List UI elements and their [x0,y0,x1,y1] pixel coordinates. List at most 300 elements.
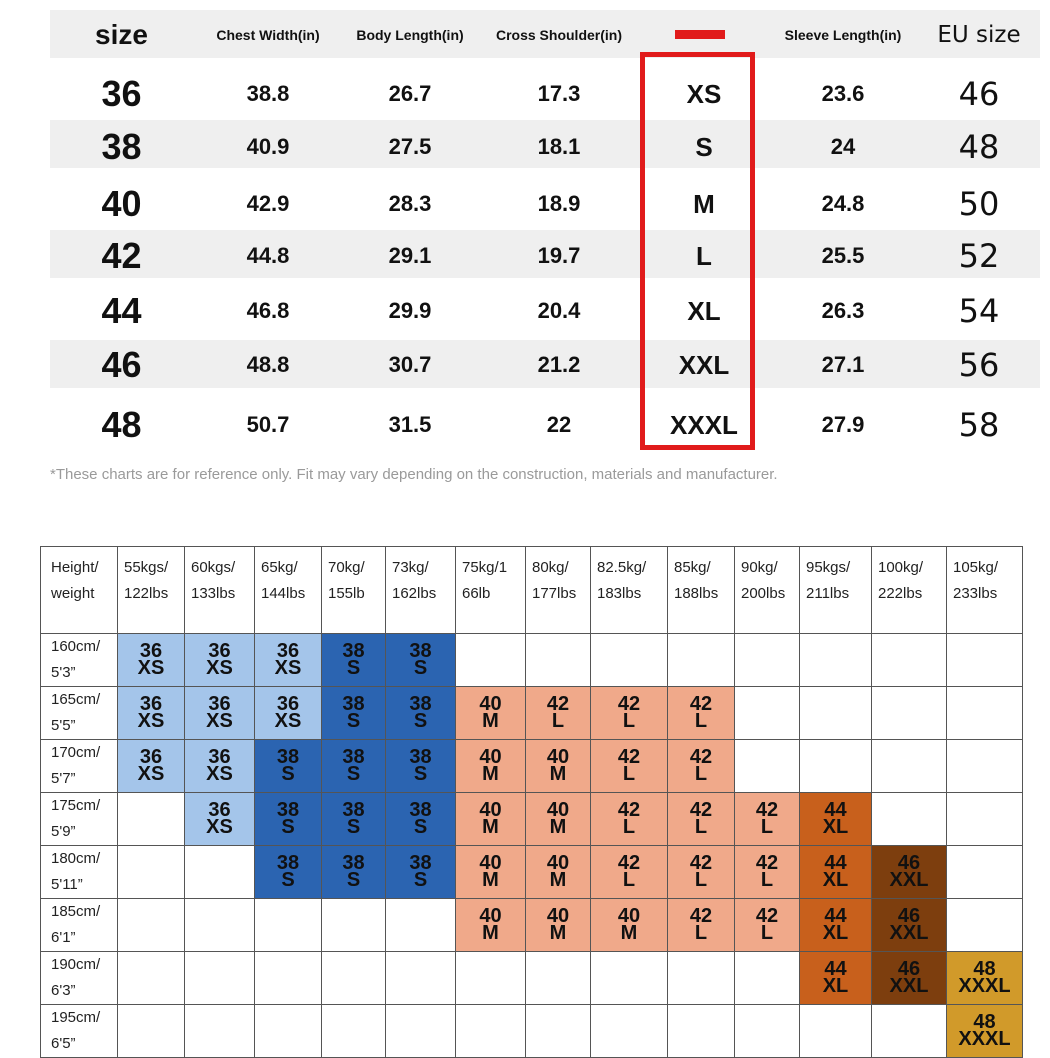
empty-cell [118,793,185,846]
size-recommendation [872,958,946,997]
size-recommendation [591,799,667,838]
size-recommendation [456,746,525,785]
chest-width-cell: 50.7 [246,412,290,437]
size-letter: L [694,710,708,732]
empty-cell [800,687,872,740]
size-recommendation-cell [185,793,255,846]
sleeve-length-cell: 25.5 [821,243,865,268]
empty-cell [185,846,255,899]
size-number: 40 [617,905,641,927]
size-number: 36 [208,799,231,821]
height-label [41,634,118,687]
size-number: 36 [208,693,231,715]
size-recommendation [668,852,734,891]
height-cm: 170cm/ [51,744,101,761]
eu-size-cell: 52 [958,237,1000,275]
size-table [50,10,1040,460]
size-letter-cell: S [695,131,713,162]
height-label [41,687,118,740]
height-ft: 6'3” [51,982,76,999]
size-letter: XS [274,710,302,732]
size-recommendation-cell [800,952,872,1005]
weight-kg: 60kgs/ [191,559,236,576]
empty-cell [872,740,947,793]
size-recommendation [456,693,525,732]
empty-cell [947,687,1023,740]
size-recommendation-cell [591,899,668,952]
sleeve-length-cell: 24 [830,134,856,159]
weight-header [591,547,668,634]
height-ft: 5'9” [51,823,76,840]
header-eu-size: EU size [937,22,1021,48]
size-recommendation-cell [668,846,735,899]
empty-cell [872,687,947,740]
weight-kg: 73kg/ [392,559,429,576]
size-letter-cell: XXL [678,349,730,380]
size-recommendation [386,799,455,838]
height-cm: 195cm/ [51,1009,101,1026]
size-number: 40 [546,852,570,874]
height-ft: 5'7” [51,770,76,787]
size-number: 40 [479,852,502,874]
size-number: 40 [546,746,570,768]
size-recommendation-cell [386,793,456,846]
size-recommendation-cell [255,793,322,846]
body-length-cell: 30.7 [388,352,432,377]
size-number: 46 [897,852,921,874]
size-recommendation [386,693,455,732]
height-ft: 6'1” [51,929,76,946]
weight-kg: 75kg/1 [462,559,508,576]
size-letter: XXL [889,869,929,891]
weight-header [322,547,386,634]
size-recommendation-cell [456,846,526,899]
weight-header [947,547,1023,634]
size-recommendation-cell [591,740,668,793]
size-number: 42 [617,693,641,715]
size-recommendation [255,852,321,891]
height-ft: 5'3” [51,664,76,681]
weight-kg: 70kg/ [328,559,365,576]
size-recommendation [591,746,667,785]
size-number: 40 [479,799,502,821]
chest-width-cell: 40.9 [246,134,290,159]
weight-header [386,547,456,634]
size-recommendation [386,746,455,785]
size-recommendation-cell [322,634,386,687]
height-cm: 180cm/ [51,850,101,867]
size-number: 42 [689,905,713,927]
table-row [41,740,1023,793]
size-letter: S [413,816,428,838]
size-number: 38 [342,693,365,715]
chest-width-cell: 38.8 [246,81,290,106]
size-number: 38 [409,852,432,874]
empty-cell [668,952,735,1005]
size-recommendation [185,693,254,732]
size-letter-cell: XS [686,78,722,109]
weight-lbs: 188lbs [674,585,719,602]
weight-lbs: 162lbs [392,585,437,602]
cross-shoulder-cell: 19.7 [537,243,581,268]
weight-lbs: 155lb [328,585,365,602]
size-number: 42 [755,799,779,821]
empty-cell [872,793,947,846]
corner-label-line: Height/ [51,559,99,576]
size-recommendation-cell [872,952,947,1005]
empty-cell [735,687,800,740]
empty-cell [118,952,185,1005]
table-row [41,793,1023,846]
size-letter: M [549,816,567,838]
empty-cell [947,634,1023,687]
weight-lbs: 66lb [462,585,491,602]
size-letter: L [760,816,774,838]
size-letter: L [622,710,636,732]
size-recommendation-cell [872,846,947,899]
cross-shoulder-cell: 18.9 [537,191,581,216]
size-letter: M [549,763,567,785]
header-chest-width: Chest Width(in) [216,27,320,43]
size-recommendation-cell [668,740,735,793]
size-number: 42 [689,852,713,874]
size-letter: XS [206,657,233,679]
size-letter-cell: XXXL [670,409,738,440]
size-letter: XS [137,710,165,732]
weight-lbs: 211lbs [806,585,850,602]
size-number: 38 [409,640,432,662]
empty-cell [947,793,1023,846]
size-recommendation [947,1011,1022,1050]
body-length-cell: 28.3 [388,191,432,216]
size-letter: L [694,922,708,944]
size-recommendation [386,852,455,891]
empty-cell [872,634,947,687]
height-label [41,740,118,793]
size-letter: XS [274,657,302,679]
size-recommendation [322,799,385,838]
height-ft: 5'5” [51,717,76,734]
size-recommendation-cell [526,740,591,793]
size-number: 42 [755,905,779,927]
empty-cell [735,952,800,1005]
header-body-length: Body Length(in) [356,27,464,43]
size-recommendation-cell [185,740,255,793]
size-letter: S [346,869,361,891]
size-recommendation-cell [591,846,668,899]
size-letter-highlight [640,52,755,450]
height-label [41,793,118,846]
size-letter: S [413,763,428,785]
size-letter: L [760,922,774,944]
size-cell: 38 [101,126,142,167]
eu-size-cell: 56 [958,346,1000,384]
size-number: 38 [409,746,432,768]
size-recommendation-cell [456,899,526,952]
size-letter: L [622,816,636,838]
size-letter: L [694,763,708,785]
size-number: 38 [276,746,300,768]
size-letter: M [482,710,499,732]
size-recommendation-cell [386,846,456,899]
eu-size-cell: 46 [958,75,1000,113]
size-number: 38 [342,799,365,821]
size-recommendation [322,746,385,785]
size-recommendation-cell [255,634,322,687]
size-recommendation-cell [591,687,668,740]
size-number: 40 [479,746,502,768]
size-number: 42 [689,746,713,768]
sleeve-length-cell: 27.9 [821,412,865,437]
empty-cell [591,952,668,1005]
size-recommendation-cell [735,846,800,899]
size-recommendation-cell [118,634,185,687]
empty-cell [456,634,526,687]
header-cross-shoulder: Cross Shoulder(in) [495,27,622,43]
size-number: 42 [755,852,779,874]
sleeve-length-cell: 23.6 [821,81,865,106]
size-recommendation-cell [456,793,526,846]
size-number: 44 [824,958,847,980]
size-letter: S [413,657,428,679]
chest-width-cell: 42.9 [246,191,290,216]
size-number: 36 [276,693,300,715]
size-recommendation [668,746,734,785]
size-recommendation [668,905,734,944]
size-recommendation [322,640,385,679]
size-recommendation [735,799,799,838]
empty-cell [526,952,591,1005]
weight-header [526,547,591,634]
size-number: 42 [617,852,641,874]
size-number: 36 [276,640,300,662]
redacted-header-mark [675,30,725,39]
size-letter-cell: M [693,188,715,219]
size-recommendation-cell [872,899,947,952]
size-recommendation [591,693,667,732]
size-number: 38 [342,852,365,874]
size-letter: L [694,869,708,891]
size-cell: 36 [101,73,142,114]
height-label [41,952,118,1005]
size-letter: S [413,710,428,732]
empty-cell [591,634,668,687]
size-letter: S [281,816,295,838]
weight-header [456,547,526,634]
height-ft: 5'11” [51,876,83,893]
size-recommendation-cell [526,846,591,899]
size-letter: S [413,869,428,891]
size-letter: M [482,816,499,838]
size-recommendation-cell [386,687,456,740]
size-letter-cell: L [696,240,712,271]
weight-kg: 65kg/ [261,559,298,576]
empty-cell [735,740,800,793]
size-recommendation [526,852,590,891]
weight-lbs: 233lbs [953,585,998,602]
size-recommendation [456,852,525,891]
size-number: 38 [409,693,432,715]
empty-cell [668,634,735,687]
size-recommendation-cell [947,952,1023,1005]
eu-size-cell: 50 [958,185,1000,223]
size-recommendation [872,905,946,944]
size-recommendation-cell [526,899,591,952]
size-letter: M [482,869,499,891]
empty-cell [947,740,1023,793]
size-recommendation [118,746,184,785]
weight-header [800,547,872,634]
size-cell: 40 [101,183,142,224]
size-letter: L [760,869,774,891]
weight-kg: 100kg/ [878,559,924,576]
header-sleeve-length: Sleeve Length(in) [784,27,902,43]
size-letter: S [346,816,361,838]
size-recommendation [668,693,734,732]
height-cm: 190cm/ [51,956,101,973]
size-letter: M [549,922,567,944]
size-recommendation-cell [185,634,255,687]
size-recommendation-cell [668,899,735,952]
size-recommendation-cell [526,793,591,846]
size-number: 40 [479,693,502,715]
size-letter: XS [206,710,233,732]
size-letter: XL [822,816,849,838]
size-number: 46 [897,905,921,927]
chest-width-cell: 46.8 [246,298,290,323]
body-length-cell: 29.1 [388,243,432,268]
size-recommendation-cell [255,687,322,740]
weight-header [735,547,800,634]
empty-cell [255,952,322,1005]
size-letter: XS [137,763,165,785]
weight-kg: 95kgs/ [806,559,851,576]
size-recommendation-cell [668,687,735,740]
size-recommendation [185,640,254,679]
size-cell: 44 [101,290,142,331]
size-number: 38 [276,852,300,874]
table-row [41,952,1023,1005]
empty-cell [322,952,386,1005]
size-recommendation-cell [456,740,526,793]
weight-lbs: 183lbs [597,585,642,602]
cross-shoulder-cell: 18.1 [537,134,581,159]
empty-cell [386,899,456,952]
empty-cell [735,634,800,687]
body-length-cell: 26.7 [388,81,432,106]
table-row [41,634,1023,687]
size-recommendation-cell [386,634,456,687]
body-length-cell: 29.9 [388,298,432,323]
size-letter: S [281,869,295,891]
size-recommendation [456,799,525,838]
weight-kg: 80kg/ [532,559,569,576]
height-cm: 185cm/ [51,903,101,920]
size-recommendation [800,958,871,997]
empty-cell [118,846,185,899]
height-label [41,846,118,899]
weight-kg: 85kg/ [674,559,711,576]
size-recommendation [526,905,590,944]
size-recommendation [735,852,799,891]
size-number: 42 [689,693,713,715]
size-recommendation [526,693,590,732]
weight-header [118,547,185,634]
chest-width-cell: 48.8 [246,352,290,377]
size-recommendation-cell [591,793,668,846]
size-number: 36 [208,640,231,662]
size-recommendation [255,799,321,838]
size-number: 48 [973,1011,996,1033]
weight-header [185,547,255,634]
weight-kg: 105kg/ [953,559,999,576]
height-cm: 165cm/ [51,691,101,708]
weight-kg: 90kg/ [741,559,778,576]
height-ft: 6'5” [51,1035,76,1052]
chest-width-cell: 44.8 [246,243,290,268]
size-letter: XL [822,922,849,944]
empty-cell [255,899,322,952]
weight-kg: 55kgs/ [124,559,169,576]
size-letter: S [346,710,361,732]
height-label [41,899,118,952]
weight-lbs: 177lbs [532,585,577,602]
size-recommendation [947,958,1022,997]
cross-shoulder-cell: 17.3 [537,81,581,106]
size-recommendation-cell [322,793,386,846]
size-recommendation [526,799,590,838]
empty-cell [322,899,386,952]
size-letter: XL [822,869,849,891]
size-number: 46 [897,958,921,980]
size-recommendation-cell [118,740,185,793]
size-cell: 46 [101,344,142,385]
size-number: 38 [409,799,432,821]
empty-cell [800,740,872,793]
size-recommendation [526,746,590,785]
empty-cell [386,952,456,1005]
size-letter: M [482,922,499,944]
size-letter: XS [137,657,165,679]
size-recommendation [800,799,871,838]
height-cm: 160cm/ [51,638,101,655]
empty-cell [185,952,255,1005]
table-row [41,846,1023,899]
size-letter: L [622,869,636,891]
empty-cell [118,899,185,952]
size-number: 44 [824,852,847,874]
size-letter: XS [206,816,233,838]
fit-chart-header-row [41,547,1023,634]
size-letter: XXL [889,922,929,944]
height-weight-fit-chart [40,546,1023,1058]
size-number: 36 [139,693,163,715]
empty-cell [526,634,591,687]
size-number: 38 [342,746,365,768]
weight-kg: 82.5kg/ [597,559,647,576]
size-recommendation-cell [386,740,456,793]
size-number: 42 [689,799,713,821]
size-number: 40 [479,905,502,927]
empty-cell [947,846,1023,899]
empty-cell [185,899,255,952]
size-letter: M [549,869,567,891]
size-recommendation-cell [526,687,591,740]
size-recommendation-cell [322,687,386,740]
size-recommendation [735,905,799,944]
size-recommendation [255,640,321,679]
size-letter: XXL [889,975,929,997]
